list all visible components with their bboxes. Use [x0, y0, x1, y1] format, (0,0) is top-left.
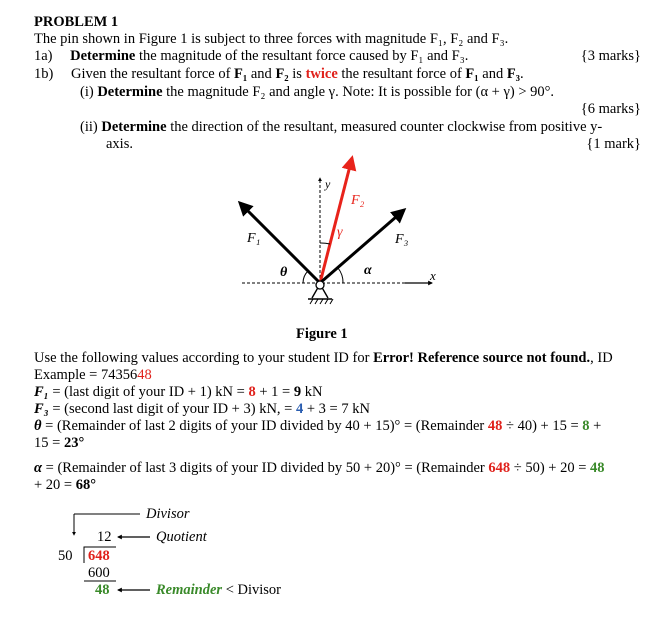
q1bi-text: the magnitude F₂ and angle γ. Note: It is possible for (α + γ) > 90°. — [162, 84, 555, 100]
label-f1: F₁ — [247, 231, 261, 246]
alpha-text: = (Remainder of last 3 digits of your ID divided by 50 + 20)° = (Remainder — [42, 460, 489, 476]
q1bii-text-line2: axis. — [106, 136, 133, 152]
q1a-text: the magnitude of the resultant force caused by F₁ and F₃. — [135, 48, 469, 64]
q1b-number: 1b) — [34, 66, 54, 82]
label-f3: F₃ — [395, 232, 409, 247]
q1b-and-second: and — [478, 66, 507, 82]
label-theta: θ — [280, 265, 288, 280]
q1b-is: is — [288, 66, 306, 82]
f1-mid: + 1 = — [255, 384, 294, 400]
f1-text: = (last digit of your ID + 1) kN = — [48, 384, 249, 400]
problem-title: PROBLEM 1 — [34, 14, 119, 30]
f3-rest: + 3 = 7 kN — [303, 401, 370, 417]
theta-symbol: θ — [34, 418, 42, 434]
intro-text: The pin shown in Figure 1 is subject to three forces with magnitude F₁, F₂ and F₃. — [34, 31, 509, 47]
theta-digits: 48 — [487, 418, 503, 434]
quotient-label: Quotient — [156, 529, 207, 545]
alpha-remainder: 48 — [590, 460, 605, 476]
alpha-mid: ÷ 50) + 20 = — [510, 460, 591, 476]
theta-text: = (Remainder of last 2 digits of your ID divided by 40 + 15)° = (Remainder — [41, 418, 488, 434]
remainder-tail: < Divisor — [222, 582, 281, 598]
q1a-keyword: Determine — [70, 48, 136, 64]
theta-end: + — [589, 418, 602, 434]
q1b-f1-second: F₁ — [465, 66, 479, 82]
f3-text: = (second last digit of your ID + 3) kN, = — [48, 401, 296, 417]
q1bii-marks: {1 mark} — [586, 136, 641, 152]
alpha-result: 68° — [75, 477, 97, 493]
remainder-note — [156, 582, 281, 599]
f1-symbol: F₁ — [34, 384, 49, 400]
q1bi-keyword: Determine — [97, 84, 163, 100]
divisor-label: Divisor — [146, 506, 190, 522]
theta-result: 23° — [63, 435, 85, 451]
theta-remainder: 8 — [582, 418, 590, 434]
divisor-value: 50 — [58, 548, 73, 564]
f3-symbol: F₃ — [34, 401, 49, 417]
figure-caption: Figure 1 — [296, 326, 348, 342]
q1bii-text: the direction of the resultant, measured counter clockwise from positive y- — [166, 119, 603, 135]
remainder-label: Remainder — [156, 582, 223, 598]
quotient-value: 12 — [97, 529, 112, 545]
example-last-digits: 48 — [137, 367, 152, 383]
alpha-symbol: α — [34, 460, 43, 476]
alpha-line2-text: + 20 = — [34, 477, 76, 493]
label-x: x — [430, 268, 436, 283]
q1b-and: and — [247, 66, 276, 82]
alpha-digits: 648 — [488, 460, 511, 476]
q1b-f2: F₂ — [275, 66, 289, 82]
f3-digit: 4 — [295, 401, 304, 417]
q1bii-number: (ii) — [80, 119, 98, 135]
q1b-text-mid: the resultant force of — [337, 66, 466, 82]
q1b-f1: F₁ — [234, 66, 248, 82]
dividend-value: 648 — [88, 548, 110, 564]
q1a-marks: {3 marks} — [580, 48, 641, 64]
q1bi-number: (i) — [80, 84, 94, 100]
q1bii-keyword: Determine — [101, 119, 167, 135]
example-label: Example = 74356 — [34, 367, 138, 383]
label-y: y — [325, 177, 331, 191]
f1-result: 9 — [293, 384, 302, 400]
q1b-f3: F₃ — [506, 66, 521, 82]
theta-mid: ÷ 40) + 15 = — [502, 418, 583, 434]
label-gamma: γ — [337, 225, 343, 240]
q1b-end: . — [520, 66, 524, 82]
reference-error: Error! Reference source not found. — [373, 350, 591, 366]
q1a-number: 1a) — [34, 48, 53, 64]
f1-digit: 8 — [248, 384, 256, 400]
label-alpha: α — [364, 263, 372, 278]
f1-unit: kN — [301, 384, 323, 400]
label-f2: F₂ — [351, 193, 365, 208]
remainder-value: 48 — [95, 582, 110, 598]
product-value: 600 — [88, 565, 110, 581]
values-intro-tail: , ID — [590, 350, 613, 366]
values-intro-text: Use the following values according to your student ID for — [34, 350, 374, 366]
theta-line2-text: 15 = — [34, 435, 64, 451]
q1b-twice: twice — [305, 66, 338, 82]
q1bi-marks: {6 marks} — [580, 101, 641, 117]
q1b-text-pre: Given the resultant force of — [70, 66, 235, 82]
